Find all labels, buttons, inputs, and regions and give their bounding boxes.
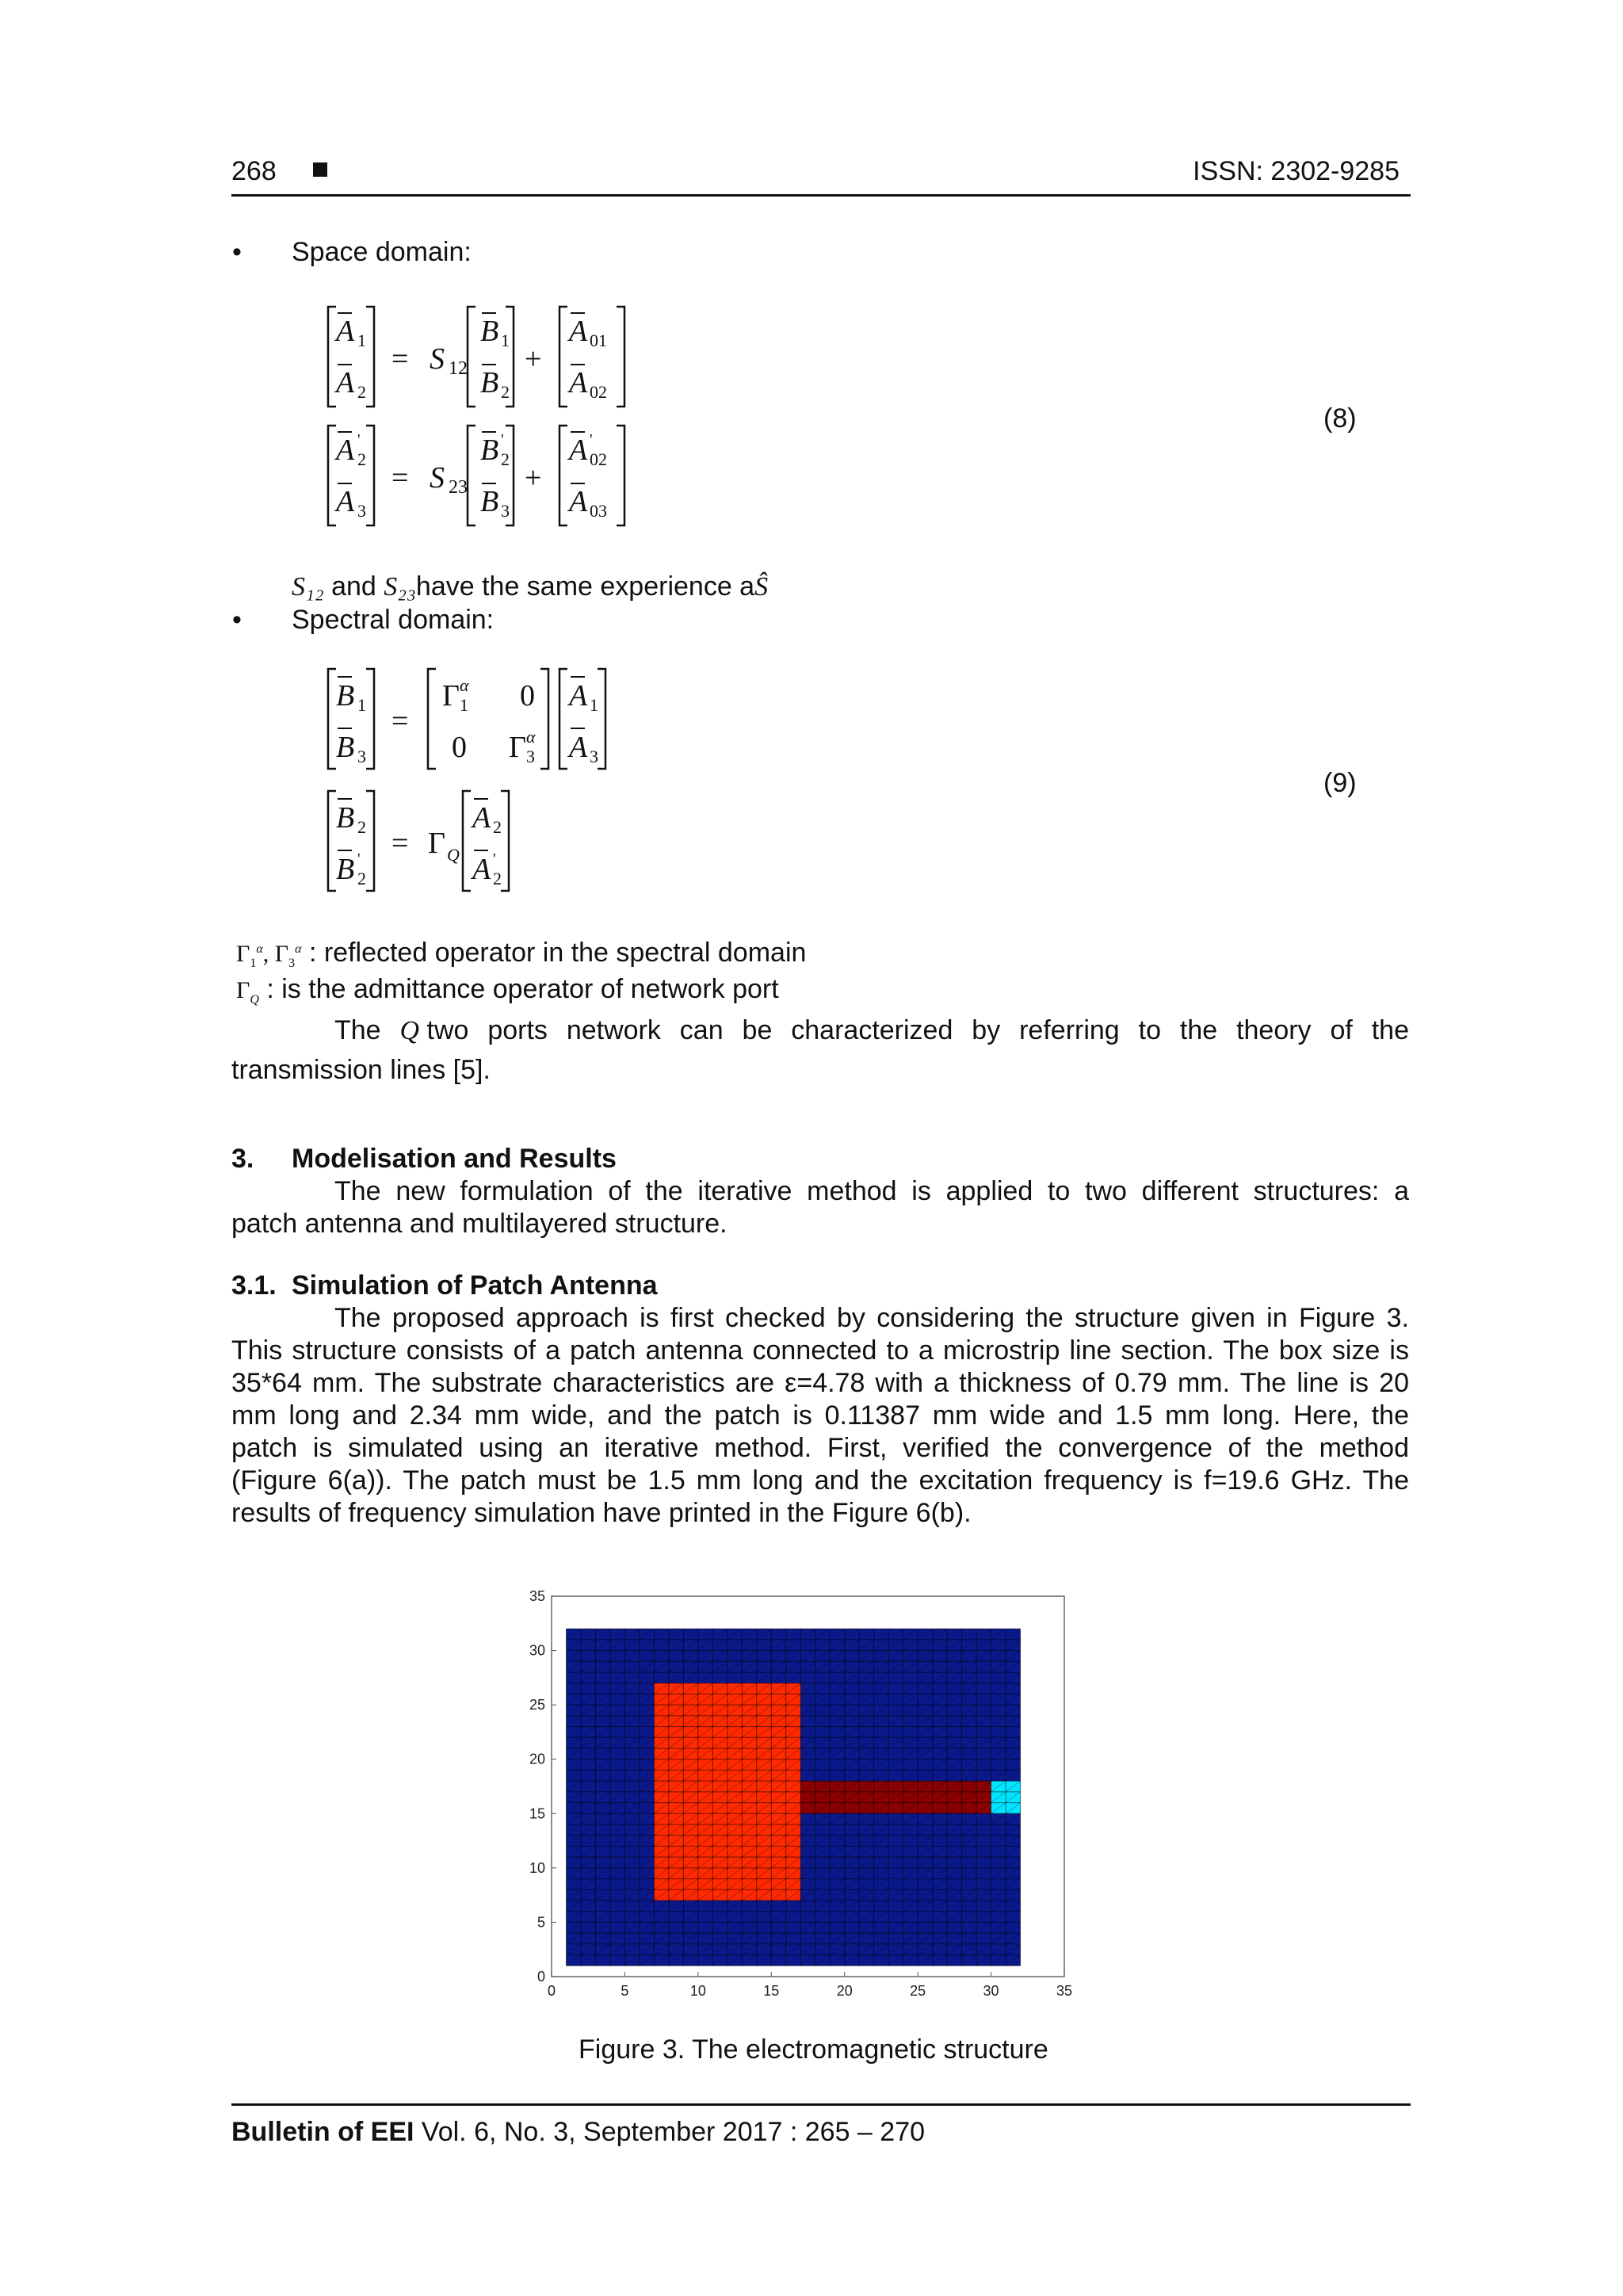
svg-text:2: 2 bbox=[357, 382, 366, 402]
svg-text:2: 2 bbox=[501, 382, 510, 402]
footer-volume: Vol. 6, No. 3, September 2017 : 265 – 270 bbox=[421, 2117, 926, 2147]
svg-text:=: = bbox=[391, 342, 409, 376]
x-tick-label: 25 bbox=[910, 1983, 926, 1999]
svg-text:B: B bbox=[336, 731, 355, 764]
section-3-number: 3. bbox=[231, 1144, 254, 1174]
x-tick-label: 15 bbox=[763, 1983, 780, 1999]
s23-symbol: S₂₃ bbox=[384, 572, 416, 602]
svg-text:B: B bbox=[480, 366, 499, 399]
equation-8 bbox=[325, 297, 658, 535]
svg-text:2: 2 bbox=[357, 869, 366, 888]
equation-9 bbox=[325, 666, 658, 904]
svg-text:3: 3 bbox=[357, 501, 366, 521]
x-tick-label: 0 bbox=[547, 1983, 556, 1999]
equation-8-number: (8) bbox=[1323, 403, 1357, 434]
svg-text:2: 2 bbox=[493, 817, 502, 837]
definition-reflected-text: : reflected operator in the spectral domain bbox=[308, 938, 807, 968]
svg-text:A: A bbox=[336, 434, 355, 467]
svg-text:2: 2 bbox=[501, 449, 510, 469]
footer-rule bbox=[231, 2103, 1411, 2106]
svg-text:Q: Q bbox=[447, 845, 460, 865]
svg-text:1: 1 bbox=[460, 695, 468, 715]
y-tick-label: 20 bbox=[529, 1751, 545, 1767]
svg-text:': ' bbox=[590, 431, 593, 449]
svg-text:=: = bbox=[391, 461, 409, 495]
s-note bbox=[292, 571, 768, 603]
bullet-dot: • bbox=[232, 605, 242, 635]
definition-admittance-text: : is the admittance operator of network port bbox=[266, 974, 779, 1004]
section-3-title: Modelisation and Results bbox=[292, 1144, 617, 1174]
word: to bbox=[1138, 1015, 1161, 1045]
svg-text:23: 23 bbox=[449, 477, 468, 498]
svg-text:A: A bbox=[336, 315, 355, 348]
svg-text:α: α bbox=[460, 675, 469, 695]
word: characterized bbox=[791, 1015, 953, 1045]
x-tick-label: 20 bbox=[836, 1983, 853, 1999]
section-3-para-line1: The new formulation of the iterative method is applied to two different structures: a bbox=[334, 1176, 1409, 1206]
svg-text:Γ: Γ bbox=[442, 679, 460, 712]
svg-text:A: A bbox=[569, 485, 588, 518]
s-note-text: have the same experience a bbox=[415, 571, 755, 602]
svg-text:A: A bbox=[569, 434, 588, 467]
x-tick-label: 10 bbox=[689, 1983, 706, 1999]
svg-text:02: 02 bbox=[590, 449, 607, 469]
section-31-number: 3.1. bbox=[231, 1270, 277, 1301]
svg-text:S: S bbox=[430, 461, 445, 495]
svg-text:+: + bbox=[525, 342, 542, 376]
y-tick-label: 35 bbox=[529, 1588, 545, 1604]
figure-3-plot bbox=[523, 1585, 1117, 2013]
svg-text:2: 2 bbox=[493, 869, 502, 888]
s-hat-symbol: Ŝ bbox=[754, 572, 769, 602]
y-tick-label: 15 bbox=[529, 1805, 545, 1822]
word: The bbox=[334, 1015, 381, 1045]
svg-text:=: = bbox=[391, 705, 409, 738]
svg-text:A: A bbox=[472, 801, 491, 835]
word: of bbox=[1330, 1015, 1353, 1045]
q-paragraph-line2: transmission lines [5]. bbox=[231, 1055, 491, 1085]
section-31-line7: results of frequency simulation have printed in the Figure 6(b). bbox=[231, 1498, 972, 1528]
svg-text:3: 3 bbox=[590, 747, 598, 766]
y-tick-label: 30 bbox=[529, 1642, 545, 1659]
svg-text:3: 3 bbox=[501, 501, 510, 521]
svg-text:+: + bbox=[525, 461, 542, 495]
gamma-q-symbol: $\Gamma_Q$ bbox=[236, 977, 259, 1007]
y-tick-label: 5 bbox=[537, 1914, 545, 1931]
s12-symbol: S₁₂ bbox=[292, 572, 324, 602]
svg-text:': ' bbox=[493, 850, 496, 868]
svg-text:03: 03 bbox=[590, 501, 607, 521]
svg-text:A: A bbox=[336, 485, 355, 518]
svg-text:A: A bbox=[569, 315, 588, 348]
svg-text:1: 1 bbox=[501, 330, 510, 350]
section-31-title: Simulation of Patch Antenna bbox=[292, 1270, 658, 1301]
issn: ISSN: 2302-9285 bbox=[1193, 156, 1400, 186]
svg-text:A: A bbox=[569, 731, 588, 764]
svg-text:B: B bbox=[336, 801, 355, 835]
word: theory bbox=[1236, 1015, 1312, 1045]
svg-text:Γ: Γ bbox=[428, 827, 445, 860]
y-tick-label: 0 bbox=[537, 1969, 545, 1985]
svg-text:A: A bbox=[569, 366, 588, 399]
svg-text:': ' bbox=[357, 850, 361, 868]
footer-journal: Bulletin of EEI bbox=[231, 2117, 414, 2147]
x-tick-label: 30 bbox=[983, 1983, 999, 1999]
svg-text:A: A bbox=[472, 853, 491, 886]
svg-text:': ' bbox=[357, 431, 361, 449]
word: by bbox=[972, 1015, 1001, 1045]
page-number: 268 bbox=[231, 156, 277, 186]
q-paragraph-line1 bbox=[334, 1014, 1409, 1047]
word: network bbox=[566, 1015, 661, 1045]
svg-text:2: 2 bbox=[357, 449, 366, 469]
svg-text:=: = bbox=[391, 827, 409, 860]
spectral-domain-label: Spectral domain: bbox=[292, 605, 495, 635]
x-tick-label: 5 bbox=[621, 1983, 629, 1999]
s-note-and: and bbox=[331, 571, 376, 602]
word: be bbox=[742, 1015, 773, 1045]
header-square-icon bbox=[313, 162, 327, 177]
svg-text:B: B bbox=[480, 485, 499, 518]
svg-text:1: 1 bbox=[357, 330, 366, 350]
space-domain-label: Space domain: bbox=[292, 237, 472, 267]
bullet-dot: • bbox=[232, 237, 242, 267]
word: the bbox=[1371, 1015, 1409, 1045]
header-rule bbox=[231, 194, 1411, 197]
svg-text:2: 2 bbox=[357, 817, 366, 837]
svg-text:B: B bbox=[480, 315, 499, 348]
equation-9-number: (9) bbox=[1323, 768, 1357, 798]
word: ports bbox=[487, 1015, 548, 1045]
svg-text:0: 0 bbox=[520, 679, 535, 712]
word: the bbox=[1179, 1015, 1218, 1045]
section-31-line6: (Figure 6(a)). The patch must be 1.5 mm long and the excitation frequency is f=19.6 GHz. The bbox=[231, 1465, 1409, 1496]
svg-text:B: B bbox=[480, 434, 499, 467]
definition-admittance bbox=[236, 973, 779, 1016]
gamma-alpha-symbol: $\Gamma_1^\alpha$, $\Gamma_3^\alpha$ bbox=[236, 941, 302, 970]
figure-3-caption: Figure 3. The electromagnetic structure bbox=[579, 2034, 1048, 2065]
word: referring bbox=[1019, 1015, 1120, 1045]
section-3-para-line2: patch antenna and multilayered structure. bbox=[231, 1209, 727, 1239]
q-two: Q two bbox=[399, 1015, 469, 1045]
svg-text:1: 1 bbox=[357, 695, 366, 715]
y-tick-label: 25 bbox=[529, 1697, 545, 1713]
svg-text:': ' bbox=[501, 431, 504, 449]
svg-text:B: B bbox=[336, 853, 355, 886]
svg-text:A: A bbox=[569, 679, 588, 712]
section-31-line5: patch is simulated using an iterative method. First, verified the convergence of the method bbox=[231, 1433, 1409, 1463]
y-tick-label: 10 bbox=[529, 1859, 545, 1876]
section-31-line1: The proposed approach is first checked by considering the structure given in Figure 3. bbox=[334, 1303, 1409, 1333]
footer bbox=[231, 2116, 925, 2148]
svg-text:3: 3 bbox=[357, 747, 366, 766]
x-tick-label: 35 bbox=[1056, 1983, 1073, 1999]
svg-text:12: 12 bbox=[449, 358, 468, 379]
svg-text:α: α bbox=[526, 727, 536, 747]
svg-text:Γ: Γ bbox=[509, 731, 526, 764]
section-31-line2: This structure consists of a patch antenna connected to a microstrip line section. The box size is bbox=[231, 1335, 1409, 1366]
section-31-line4: mm long and 2.34 mm wide, and the patch is 0.11387 mm wide and 1.5 mm long. Here, the bbox=[231, 1400, 1409, 1431]
svg-text:02: 02 bbox=[590, 382, 607, 402]
svg-text:3: 3 bbox=[526, 747, 535, 766]
svg-text:B: B bbox=[336, 679, 355, 712]
svg-text:S: S bbox=[430, 342, 445, 376]
svg-text:01: 01 bbox=[590, 330, 607, 350]
section-31-line3: 35*64 mm. The substrate characteristics are ε=4.78 with a thickness of 0.79 mm. The line is 20 bbox=[231, 1368, 1409, 1398]
svg-text:1: 1 bbox=[590, 695, 598, 715]
word: can bbox=[679, 1015, 724, 1045]
svg-text:A: A bbox=[336, 366, 355, 399]
svg-text:0: 0 bbox=[452, 731, 467, 764]
